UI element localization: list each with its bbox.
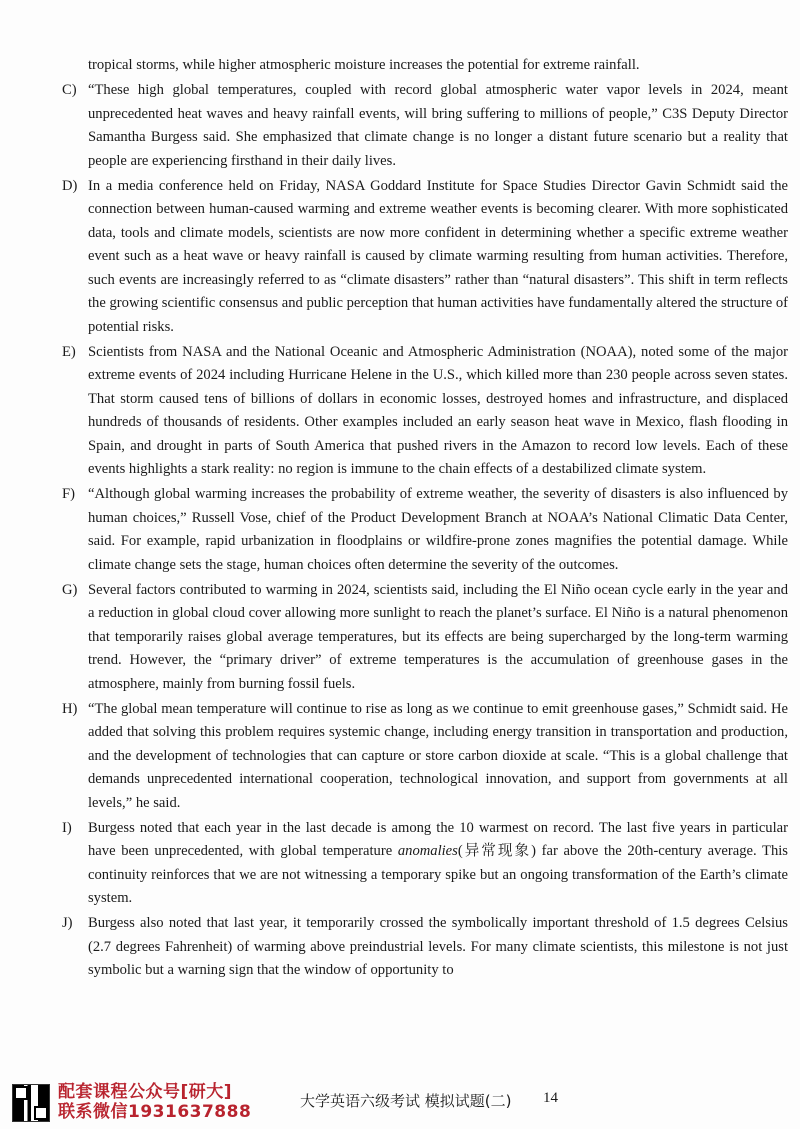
paragraph-h: [62, 698, 788, 816]
paragraph-letter: F): [62, 486, 75, 502]
paragraph-text: tropical storms, while higher atmospheric moisture increases the potential for extreme rainfall.: [88, 57, 640, 73]
gloss: (异常现象): [457, 843, 536, 859]
paragraph-text-after: far above the 20th-century average. This continuity reinforces that we are not witnessing a temporary spike but an ongoing transformation of the Earth’s climate system.: [88, 843, 788, 906]
page-footer: [0, 1082, 800, 1122]
footer-title: 大学英语六级考试 模拟试题(二): [300, 1092, 512, 1110]
paragraph-d: [62, 175, 788, 340]
paragraph-i: [62, 817, 788, 911]
paragraph-letter: H): [62, 700, 78, 717]
passage-body: [62, 54, 788, 984]
paragraph-e: [62, 341, 788, 482]
paragraph-text: Scientists from NASA and the National Oceanic and Atmospheric Administration (NOAA), noted some of the major extreme events of 2024 including Hurricane Helene in the U.S., which killed more than 230 people across seven states. That storm caused tens of billions of dollars in economic losses, destroyed homes and infrastructure, and displaced hundreds of thousands of residents. Other examples included an early season heat wave in Mexico, flash flooding in Spain, and drought in parts of South America that pushed rivers in the Amazon to record low levels. Each of these events highlights a stark reality: no region is immune to the chain effects of a destabilized climate system.: [88, 343, 788, 477]
paragraph-g: [62, 579, 788, 697]
paragraph-letter: J): [62, 915, 73, 931]
paragraph-letter: D): [62, 177, 78, 194]
promo-watermark: [58, 1082, 251, 1122]
paragraph-letter: G): [62, 581, 78, 598]
qr-code-icon: [12, 1084, 50, 1122]
promo-line-2: 联系微信19316378​88: [58, 1102, 252, 1122]
paragraph-text: Burgess also noted that last year, it temporarily crossed the symbolically important threshold of 1.5 degrees Celsius (2.7 degrees Fahrenheit) of warming above preindustrial levels. For many climate scientists, this milestone is not just symbolic but a warning sign that the window of opportunity to: [88, 915, 788, 978]
paragraph-letter: I): [62, 819, 72, 836]
paragraph-text-before: Burgess noted that each year in the last decade is among the 10 warmest on record. The last five years in particular have been unprecedented, with global temperature: [88, 819, 788, 859]
paragraph-c: [62, 79, 788, 173]
glossed-term: anomalies: [397, 843, 458, 859]
page-number: 14: [543, 1090, 558, 1106]
paragraph-letter: C): [62, 82, 77, 98]
paragraph-text: In a media conference held on Friday, NASA Goddard Institute for Space Studies Director Gavin Schmidt said the connection between human-caused warming and extreme weather events is becoming clearer. With more sophisticated data, tools and climate models, scientists are now more confident in determining whether a specific extreme weather event such as a heat wave or heavy rainfall is caused by climate warming resulting from human activities. Therefore, such events are increasingly referred to as “climate disasters” rather than “natural disasters”. This shift in term reflects the growing scientific consensus and public perception that human activities have fundamentally altered the structure of potential risks.: [88, 177, 788, 335]
paragraph-text: “These high global temperatures, coupled with record global atmospheric water vapor levels in 2024, meant unprecedented heat waves and heavy rainfall events, will bring suffering to millions of people,” C3S Deputy Director Samantha Burgess said. She emphasized that climate change is no longer a distant future scenario but a reality that people are experiencing firsthand in their daily lives.: [88, 82, 788, 169]
paragraph-f: [62, 483, 788, 577]
paragraph-letter: E): [62, 343, 76, 360]
paragraph-text: Several factors contributed to warming in 2024, scientists said, including the El Niño ocean cycle early in the year and a reduction in global cloud cover allowing more sunlight to reach the planet’s surface. El Niño is a natural phenomenon that temporarily raises global average temperatures, but its effects are being supercharged by the long-term warming trend. However, the “primary driver” of extreme temperatures is the accumulation of greenhouse gases in the atmosphere, mainly from burning fossil fuels.: [88, 581, 788, 692]
paragraph-text: “Although global warming increases the probability of extreme weather, the severity of disasters is also influenced by human choices,” Russell Vose, chief of the Product Development Branch at NOAA’s National Climatic Data Center, said. For example, rapid urbanization in floodplains or wildfire-prone zones magnifies the potential damage. While climate change sets the stage, human choices often determine the severity of the outcomes.: [88, 486, 788, 573]
paragraph-text: “The global mean temperature will continue to rise as long as we continue to emit greenhouse gases,” Schmidt said. He added that solving this problem requires systemic change, including energy transition in transportation and production, and the development of technologies that can capture or store carbon dioxide at scale. “This is a global challenge that demands unprecedented international cooperation, technological innovation, and support from governments at all levels,” he said.: [88, 700, 788, 811]
paragraph-b-continued: [62, 54, 788, 78]
paragraph-j: [62, 912, 788, 983]
promo-line-1: 配套课程公众号[研大]: [58, 1082, 233, 1102]
